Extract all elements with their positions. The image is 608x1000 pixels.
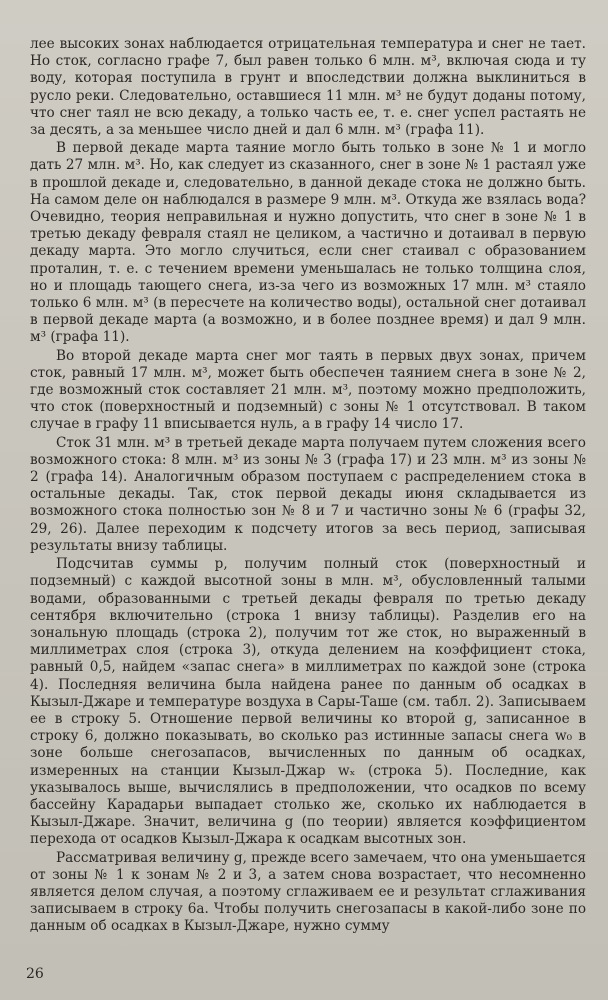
body-text <box>30 36 586 936</box>
paragraph: Во второй декаде марта снег мог таять в первых двух зонах, причем сток, равный 17 млн. м³, может быть обеспечен таянием снега в зоне № 2, где возможный сток составляет 21 млн. м³, поэтому можно предположить, что сток (поверхностный и подземный) с зоны № 1 отсутствовал. В таком случае в графу 11 вписывается нуль, а в графу 14 число 17. <box>30 347 586 433</box>
paragraph: В первой декаде марта таяние могло быть только в зоне № 1 и могло дать 27 млн. м³. Но, как следует из сказанного, снег в зоне № 1 растаял уже в прошлой декаде и, следовательно, в данной декаде стока не должно быть. На самом деле он наблюдался в размере 9 млн. м³. Откуда же взялась вода? Очевидно, теория неправильная и нужно допустить, что снег в зоне № 1 в третью декаду февраля стаял не целиком, а частично и дотаивал в первую декаду марта. Это могло случиться, если снег стаивал с образованием проталин, т. е. с течением времени уменьшалась не только толщина слоя, но и площадь тающего снега, из-за чего из возможных 17 млн. м³ стаяло только 6 млн. м³ (в пересчете на количество воды), остальной снег дотаивал в первой декаде марта (а возможно, и в более позднее время) и дал 9 млн. м³ (графа 11). <box>30 140 586 346</box>
paragraph: Сток 31 млн. м³ в третьей декаде марта получаем путем сложения всего возможного стока: 8 млн. м³ из зоны № 3 (графа 17) и 23 млн. м³ из зоны № 2 (графа 14). Аналогичным образом поступаем с распределением стока в остальные декады. Так, сток первой декады июня складывается из возможного стока полностью зон № 8 и 7 и частично зоны № 6 (графы 32, 29, 26). Далее переходим к подсчету итогов за весь период, записывая результаты внизу таблицы. <box>30 434 586 554</box>
paragraph: Подсчитав суммы p, получим полный сток (поверхностный и подземный) с каждой высотной зоны в млн. м³, обусловленный талыми водами, образованными с третьей декады февраля по третью декаду сентября включительно (строка 1 внизу таблицы). Разделив его на зональную площадь (строка 2), получим тот же сток, но выраженный в миллиметрах слоя (строка 3), откуда делением на коэффициент стока, равный 0,5, найдем «запас снега» в миллиметрах по каждой зоне (строка 4). Последняя величина была найдена ранее по данным об осадках в Кызыл-Джаре и температуре воздуха в Сары-Таше (см. табл. 2). Записываем ее в строку 5. Отношение первой величины ко второй g, записанное в строку 6, должно показывать, во сколько раз истинные запасы снега w₀ в зоне больше снегозапасов, вычисленных по данным об осадках, измеренных на станции Кызыл-Джар wₓ (строка 5). Последние, как указывалось выше, вычислялись в предположении, что осадков по всему бассейну Карадарьи выпадает столько же, сколько их наблюдается в Кызыл-Джаре. Значит, величина g (по теории) является коэффициентом перехода от осадков Кызыл-Джара к осадкам высотных зон. <box>30 556 586 848</box>
paragraph: Рассматривая величину g, прежде всего замечаем, что она уменьшается от зоны № 1 к зонам № 2 и 3, а затем снова возрастает, что несомненно является делом случая, а поэтому сглаживаем ее и результат сглаживания записываем в строку 6а. Чтобы получить снегозапасы в какой-либо зоне по данным об осадках в Кызыл-Джаре, нужно сумму <box>30 849 586 935</box>
paragraph: лее высоких зонах наблюдается отрицательная температура и снег не тает. Но сток, согласно графе 7, был равен только 6 млн. м³, включая сюда и ту воду, которая поступила в грунт и впоследствии должна выклиниться в русло реки. Следовательно, оставшиеся 11 млн. м³ не будут доданы потому, что снег таял не всю декаду, а только часть ее, т. е. снег успел растаять не за десять, а за меньшее число дней и дал 6 млн. м³ (графа 11). <box>30 36 586 139</box>
page-number: 26 <box>26 966 44 982</box>
